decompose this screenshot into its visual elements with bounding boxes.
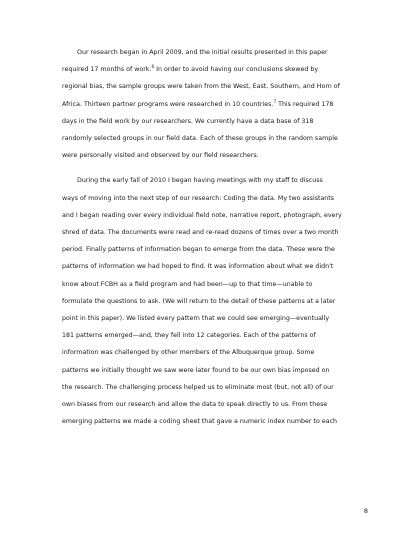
paragraph-coding-data [62, 172, 370, 430]
text-line: shred of data. The documents were read and re-read dozens of times over a two month [62, 229, 339, 237]
footnote-marker: 7 [273, 99, 277, 105]
page-number: 8 [363, 507, 368, 515]
text-line: point in this paper). We listed every pattern that we could see emerging—eventually [62, 315, 330, 323]
text-segment: In order to avoid having our conclusions skewed by [154, 66, 319, 74]
text-segment: required 17 months of work. [62, 66, 152, 74]
text-segment: Africa. Thirteen partner programs were researched in 10 countries. [62, 100, 274, 108]
text-line: During the early fall of 2010 I began having meetings with my staff to discuss [77, 177, 323, 185]
text-line: own biases from our research and allow the data to speak directly to us. From these [62, 401, 328, 409]
text-line: ways of moving into the next step of our research: Coding the data. My two assistants [62, 194, 335, 202]
text-line [62, 61, 370, 78]
text-line: were personally visited and observed by our field researchers. [62, 152, 259, 160]
body-text [62, 44, 370, 430]
text-line: know about FCBH as a field program and had been—up to that time—unable to [62, 280, 313, 288]
text-line: emerging patterns we made a coding sheet that gave a numeric index number to each [62, 418, 338, 426]
footnote-marker: 6 [151, 65, 155, 71]
text-line: Our research began in April 2009, and the initial results presented in this paper [77, 49, 328, 56]
text-line: regional bias, the sample groups were taken from the West, East, Southern, and Horn of [62, 83, 340, 91]
text-line: period. Finally patterns of information began to emerge from the data. These were the [62, 246, 335, 254]
text-line: formulate the questions to ask. (We will return to the detail of these patterns at a later [62, 297, 336, 305]
text-line: the research. The challenging process helped us to eliminate most (but, not all) of our [62, 383, 334, 391]
text-line: randomly selected groups in our field data. Each of these groups in the random sample [62, 135, 338, 143]
text-line: patterns we initially thought we saw were later found to be our own bias imposed on [62, 366, 330, 374]
text-line: 181 patterns emerged—and, they fell into 12 categories. Each of the patterns of [62, 332, 316, 340]
text-line: information was challenged by other members of the Albuquerque group. Some [62, 349, 315, 357]
text-line: days in the field work by our researchers. We currently have a data base of 318 [62, 117, 314, 125]
text-line [62, 96, 370, 113]
paragraph-research-start [62, 44, 370, 164]
text-line: and I began reading over every individual field note, narrative report, photograph, every [62, 211, 342, 219]
text-segment: This required 178 [276, 100, 334, 108]
text-line: patterns of information we had hoped to find. It was information about what we didn't [62, 263, 334, 271]
